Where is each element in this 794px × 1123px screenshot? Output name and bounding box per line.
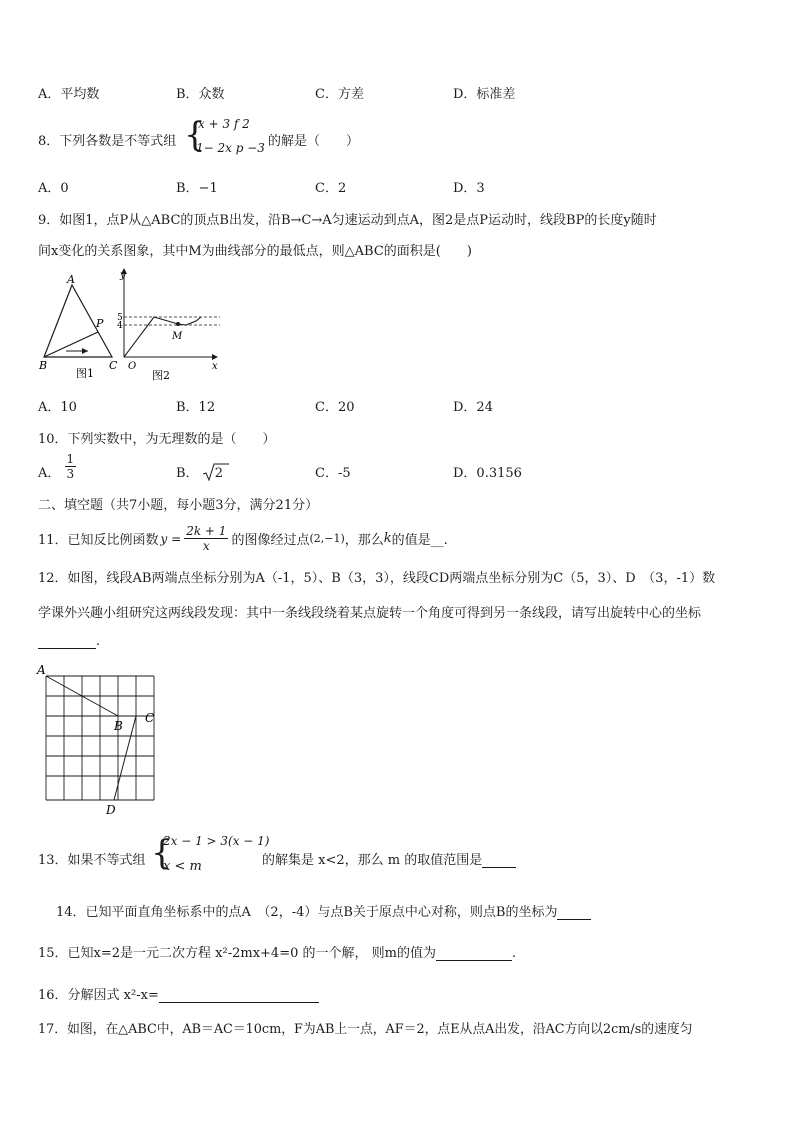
q11-prefix: 11．已知反比例函数: [38, 533, 159, 548]
q11-y-eq: y =: [160, 531, 182, 546]
q11-mid2: ，那么: [344, 533, 384, 548]
fig1-label-a: A: [67, 273, 75, 286]
q11-k: k: [383, 531, 392, 546]
q10-option-a-fraction: [65, 452, 77, 481]
q8-stem-suffix: 的解是（ ）: [268, 134, 360, 149]
q11-point: (2,−1): [309, 532, 345, 545]
answer-blank[interactable]: [38, 634, 96, 649]
fraction-numerator: 1: [66, 452, 75, 466]
q10-option-a-label: A．: [38, 466, 61, 481]
fig1-label-c: C: [109, 359, 118, 372]
q12-line-3-end: .: [96, 634, 101, 649]
q10-option-d: D．0.3156: [453, 466, 522, 481]
q8-system-row-2: 1− 2x p −3: [196, 141, 265, 155]
q8-stem-prefix: 8．下列各数是不等式组: [38, 134, 177, 149]
q10-option-c: C．-5: [315, 466, 351, 481]
fig2-x-label: x: [212, 361, 218, 372]
figure-2-graph: [117, 268, 220, 382]
q9-option-b: B．12: [176, 400, 216, 415]
fig2-tick-5: 5: [117, 313, 123, 323]
q13-suffix: 的解集是 x<2，那么 m 的取值范围是: [262, 853, 483, 868]
q8-system-row-1: x + 3 f 2: [198, 117, 250, 131]
q7-option-b: B．众数: [176, 87, 225, 102]
figure-1-triangle: [38, 273, 118, 380]
q8-option-d: D．3: [453, 181, 485, 196]
q13-brace: {: [151, 833, 173, 873]
q12-answer-line: [38, 634, 100, 649]
q9-stem-line-2: 间x变化的关系图象，其中M为曲线部分的最低点，则△ABC的面积是( ): [38, 244, 472, 259]
q16-text: 16．分解因式 x²-x=: [38, 988, 159, 1003]
q15-line: [38, 942, 516, 961]
q12-line-1: 12．如图，线段AB两端点坐标分别为A（-1，5）、B（3，3），线段CD两端点坐标分别为C（5，3）、D （3，-1）数: [38, 571, 716, 586]
fig1-label-p: P: [96, 317, 104, 330]
q9-option-d: D．24: [453, 400, 493, 415]
q13-prefix: 13．如果不等式组: [38, 853, 146, 868]
q11-mid: 的图像经过点: [231, 533, 310, 548]
q10-stem: 10．下列实数中，为无理数的是（ ）: [38, 432, 276, 447]
q9-option-c: C．20: [315, 400, 355, 415]
sqrt-icon: [203, 463, 229, 483]
q9-option-a: A．10: [38, 400, 77, 415]
fig2-m-label: M: [172, 331, 183, 342]
q12-line-2: 学课外兴趣小组研究这两线段发现：其中一条线段绕着某点旋转一个角度可得到另一条线段，请写出旋转中心的坐标: [38, 606, 702, 621]
section-2-heading: 二、填空题（共7小题，每小题3分，满分21分）: [38, 498, 319, 513]
fraction-denominator: 3: [66, 467, 75, 481]
fig1-label-b: B: [39, 359, 48, 372]
q11-numerator: 2k + 1: [186, 524, 227, 538]
grid-label-b: B: [114, 719, 123, 733]
q10-option-b: [176, 462, 223, 481]
q15-suffix: .: [511, 946, 517, 961]
q8-option-b: B．−1: [176, 181, 218, 196]
q17-line: 17．如图，在△ABC中，AB＝AC＝10cm，F为AB上一点，AF＝2，点E从点A出发，沿AC方向以2cm/s的速度匀: [38, 1022, 693, 1037]
q7-option-a: A．平均数: [38, 87, 100, 102]
q7-option-d: D．标准差: [453, 87, 516, 102]
answer-blank[interactable]: [436, 946, 512, 961]
answer-blank[interactable]: [482, 853, 516, 868]
q11-suffix: 的值是__.: [391, 533, 448, 548]
q10-option-a: [38, 452, 76, 481]
grid-label-d: D: [106, 803, 116, 817]
q11-fraction: [184, 524, 228, 553]
q13-system-row-2: x < m: [163, 859, 202, 874]
q15-prefix: 15．已知x=2是一元二次方程 x²-2mx+4=0 的一个解， 则m的值为: [38, 946, 436, 961]
sqrt-expression: [203, 466, 223, 481]
fig2-origin-label: O: [128, 361, 137, 372]
q9-stem-line-1: 9．如图1，点P从△ABC的顶点B出发，沿B→C→A匀速运动到点A，图2是点P运动时，线段BP的长度y随时: [38, 213, 657, 228]
q11-line: [38, 524, 448, 553]
q9-figures: [36, 265, 236, 383]
fig1-caption: 图1: [76, 367, 94, 380]
q13-suffix-line: [262, 849, 516, 868]
q8-option-c: C．2: [315, 181, 347, 196]
answer-blank[interactable]: [159, 988, 319, 1003]
fig2-caption: 图2: [152, 369, 170, 382]
q11-denominator: x: [202, 539, 210, 553]
q14-text: 14．已知平面直角坐标系中的点A （2，-4）与点B关于原点中心对称，则点B的坐标为: [56, 905, 558, 920]
q8-brace: {: [184, 115, 206, 155]
fig2-tick-4: 4: [117, 321, 123, 331]
q14-line: [56, 901, 591, 920]
q10-option-b-label: B．: [176, 466, 199, 481]
grid-label-c: C: [145, 711, 155, 725]
grid-label-a: A: [37, 663, 46, 677]
sqrt-radicand: 2: [214, 466, 223, 481]
q13-system-row-1: 2x − 1 > 3(x − 1): [163, 834, 270, 848]
grid-lines: [46, 676, 154, 800]
q8-option-a: A．0: [38, 181, 69, 196]
q12-grid-figure: [34, 660, 164, 818]
q16-line: [38, 984, 319, 1003]
answer-blank[interactable]: [557, 905, 591, 920]
q7-option-c: C．方差: [315, 87, 364, 102]
fig2-y-label: y: [120, 270, 126, 281]
